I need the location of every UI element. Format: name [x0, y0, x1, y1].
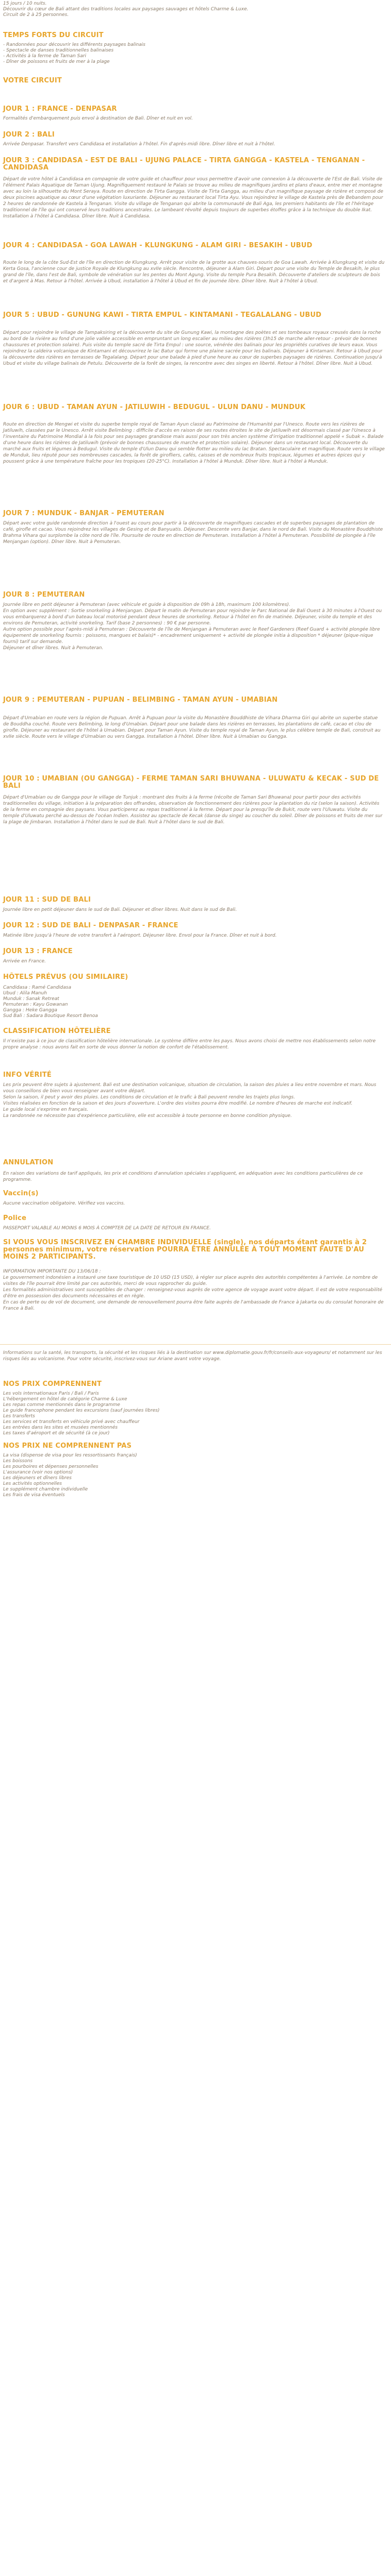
jour-13-text: Arrivée en France.	[3, 959, 46, 964]
heading-jour-3: JOUR 3 : CANDIDASA - EST DE BALI - UJUNG PALACE - TIRTA GANGGA - KASTELA - TENGANAN - CANDIDASA	[3, 157, 365, 172]
jour-4-text: Route le long de la côte Sud-Est de l'île en direction de Klungkung. Arrêt pour visite de la grotte aux chauves-souris de Goa Lawah. Arrivée à Klungkung et visite du Kerta Gosa, l'ancienne cour de justice Royale de Klungkung au xvIIe siècle. Rencontre, déjeuner à Alam Giri. Départ pour une visite du Temple de Besakih, le plus grand de l'île, dans l'est de Bali, symbole de vénération sur les pentes du Mont Agung. Visite du temple Pura Besakih. Découverte d'ateliers de sculpteurs de bois et d'argent à Mas. Retour à l'hôtel. Arrivée à Ubud, installation à l'hôtel à Ubud et fin de journée libre. Dîner libre. Nuit à l'hôtel à Ubud.	[3, 260, 385, 284]
heading-jour-10: JOUR 10 : UMABIAN (OU GANGGA) - FERME TAMAN SARI BHUWANA - ULUWATU & KECAK - SUD DE BALI	[3, 775, 379, 790]
prix-ne-comprennent-text: La visa (dispense de visa pour les ressortissants français) Les boissons Les pourboires et dépenses personnelles L'assurance (voir nos options) Les déjeuners et dîners libres Les activités optionnelles Le supplément chambre individuelle Les frais de visa éventuels	[3, 1453, 137, 1498]
temps-forts-text: - Randonnées pour découvrir les différents paysages balinais - Spectacle de danses traditionnelles balinaises - Activités à la ferme de Taman Sari - Dîner de poissons et fruits de mer à la plage	[3, 42, 145, 64]
heading-banner: SI VOUS VOUS INSCRIVEZ EN CHAMBRE INDIVIDUELLE (single), nos départs étant garantis à 2 personnes minimum, votre réservation POURRA ÊTRE ANNULÉE À TOUT MOMENT FAUTE D'AU MOINS 2 PARTICIPANTS.	[3, 1239, 367, 1261]
jour-11-text: Journée libre en petit déjeuner dans le sud de Bali. Déjeuner et dîner libres. Nuit dans le sud de Bali.	[3, 907, 237, 912]
heading-annulation: ANNULATION	[3, 1159, 54, 1166]
jour-5-text: Départ pour rejoindre le village de Tampaksiring et la découverte du site de Gunung Kawi, la montagne des poètes et ses tombeaux royaux creusés dans la roche au bord de la rivière au fond d'une jolie vallée accessible en empruntant un long escalier au milieu des rizières (3h15 de marche aller-retour - prévoir de bonnes chaussures et protection solaire). Puis visite du temple sacré de Tirta Empul : une source, vénérée des balinais pour les propriétés curatives de leurs eaux. Vous rejoindrez la caldeira volcanique de Kintamani et découvrirez le lac Batur qui forme une plaine sacrée pour les balinais. Déjeuner à Kintamani. Retour à Ubud pour la découverte des rizières en terrasses de Tegalalang. Départ pour une balade à pied d'une heure au cœur de superbes paysages de rizières. Continuation jusqu'à Ubud et visite du village balinais de Petulu. Découverte de la forêt de singes, la rencontre avec des singes en liberté. Retour à l'hôtel. Dîner libre. Nuit à Ubud.	[3, 330, 383, 366]
heading-jour-11: JOUR 11 : SUD DE BALI	[3, 896, 91, 904]
heading-prix-comprennent: NOS PRIX COMPRENNENT	[3, 1380, 102, 1388]
divider-line	[0, 1344, 391, 1345]
heading-info: INFO VÉRITÉ	[3, 1071, 52, 1079]
jour-3-text: Départ de votre hôtel à Candidasa en compagnie de votre guide et chauffeur pour vous permettre d'avoir une connexion à la découverte de l'Est de Bali. Visite de l'élément Palais Aquatique de Taman Ujung. Magnifiquement restauré le Palais se trouve au milieu de magnifiques jardins et plans d'eaux, entre mer et montagne avec au loin la silhouette du Mont Seraya. Route en direction de Tirta Gangga. Visite de Tirta Gangga, au milieu d'un magnifique paysage de rizière et composé de deux piscines aquatique au cœur d'une végétation luxuriante. Déjeuner au restaurant local Tirta Ayu. Vous rejoindrez le village de Kastela près de Bebandem pour 2 heures de randonnée de Kastela à Tenganan. Visite du village de Tenganan qui abrite la communauté de Bali Aga, les premiers habitants de l'île et l'héritage traditionnel de l'île qui ont conservé leurs traditions ancestrales. Le lambeant révolté depuis toujours de superbes étoffes grâce à la technique du double Ikat. Installation à l'hôtel à Candidasa. Dîner libre. Nuit à Candidasa.	[3, 177, 383, 219]
heading-jour-13: JOUR 13 : FRANCE	[3, 947, 73, 955]
jour-7-text: Départ avec votre guide randonnée direction à l'ouest au cours pour partir à la découverte de magnifiques cascades et de superbes paysages de plantation de café, girofle et cacao. Vous rejoindrez les villages de Gesing et de Banyuatis. Déjeuner. Descente vers Banjar, dans le nord de Bali. Visite du Monastère Bouddhiste Brahma Vihara qui surplombe la côte nord de l'île. Poursuite de route en direction de Pemuteran. Installation à l'hôtel à Pemuteran. Possibilité de plongée à l'île Menjangan (option). Dîner libre. Nuit à Pemuteran.	[3, 521, 383, 545]
heading-jour-1: JOUR 1 : FRANCE - DENPASAR	[3, 105, 117, 113]
vaccins-text: Aucune vaccination obligatoire. Vérifiez vos vaccins.	[3, 1201, 125, 1206]
prix-comprennent-text: Les vols internationaux Paris / Bali / Paris L'hébergement en hôtel de catégorie Charme & Luxe Les repas comme mentionnés dans le programme Le guide francophone pendant les excursions (sauf journées libres) Les transferts Les services et transferts en véhicule privé avec chauffeur Les entrées dans les sites et musées mentionnés Les taxes d'aéroport et de sécurité (à ce jour)	[3, 1391, 160, 1436]
formalites-text: INFORMATION IMPORTANTE DU 13/06/18 : Le gouvernement indonésien a instauré une taxe touristique de 10 USD (15 USD), à régler sur place auprès des autorités compétentes à l'arrivée. Le nombre de visites de l'île pourrait être limité par ces autorités, merci de vous rapprocher du guide. Les formalités administratives sont susceptibles de changer : renseignez-vous auprès de votre agence de voyage avant votre départ. Il est de votre responsabilité d'être en possession des documents nécessaires et en règle. En cas de perte ou de vol de document, une demande de renouvellement pourra être faite auprès de l'ambassade de France à Jakarta ou du consulat honoraire de France à Bali.	[3, 1269, 384, 1311]
heading-jour-7: JOUR 7 : MUNDUK - BANJAR - PEMUTERAN	[3, 510, 165, 517]
info-text: Les prix peuvent être sujets à ajustement. Bali est une destination volcanique, situation de circulation, la saison des pluies a lieu entre novembre et mars. Nous vous conseillons de bien vous renseigner avant votre départ. Selon la saison, il peut y avoir des pluies. Les conditions de circulation et le trafic à Bali peuvent rendre les trajets plus longs. Visites réalisées en fonction de la saison et des jours d'ouverture. L'ordre des visites pourra être modifié. Le nombre d'heures de marche est indicatif. Le guide local s'exprime en français. La randonnée ne nécessite pas d'expérience particulière, elle est accessible à toute personne en bonne condition physique.	[3, 1082, 377, 1118]
annulation-text: En raison des variations de tarif appliqués, les prix et conditions d'annulation spéciales s'appliquent, en adéquation avec les conditions particulières de ce programme.	[3, 1171, 363, 1182]
jour-8-text: Journée libre en petit déjeuner à Pemuteran (avec véhicule et guide à disposition de 09h à 18h, maximum 100 kilomètres). En option avec supplément : Sortie snorkeling à Menjangan. Départ le matin de Pemuteran pour rejoindre le Parc National de Bali Ouest à 30 minutes à l'Ouest ou vous embarquerez à bord d'un bateau local motorisé pendant deux heures de snorkeling. Retour à l'hôtel en fin de matinée. Déjeuner, visite du temple et des environs de Pemuteran, activité snorkeling. Tarif (base 2 personnes) : 90 € par personne. Autre option possible pour l'après-midi à Pemuteran : Découverte de l'île de Menjangan à Pemuteran avec le Reef Gardeners (Reef Guard + activité plongée libre équipement de snorkeling fournis : poissons, mangues et balais)* - encadrement uniquement + activité de plongée initia à disposition * déjeuner (pique-nique fourni) tarif sur demande. Déjeuner et dîner libres. Nuit à Pemuteran.	[3, 602, 382, 651]
heading-jour-6: JOUR 6 : UBUD - TAMAN AYUN - JATILUWIH - BEDUGUL - ULUN DANU - MUNDUK	[3, 403, 306, 411]
heading-hotels: HÔTELS PRÉVUS (OU SIMILAIRE)	[3, 973, 128, 981]
jour-12-text: Matinée libre jusqu'à l'heure de votre transfert à l'aéroport. Déjeuner libre. Envol pour la France. Dîner et nuit à bord.	[3, 933, 277, 938]
intro-text: 15 jours / 10 nuits. Découvrir du cœur de Bali attant des traditions locales aux paysages sauvages et hôtels Charme & Luxe. Circuit de 2 à 25 personnes.	[3, 1, 249, 18]
heading-police: Police	[3, 1214, 27, 1222]
heading-jour-9: JOUR 9 : PEMUTERAN - PUPUAN - BELIMBING - TAMAN AYUN - UMABIAN	[3, 696, 278, 704]
heading-votre-circuit: VOTRE CIRCUIT	[3, 77, 62, 84]
jour-10-text: Départ d'Umabian ou de Gangga pour le village de Tunjuk : montrant des fruits à la ferme (récolte de Taman Sari Bhuwana) pour partir pour des activités traditionnelles du village, initiation à la préparation des offrandes, observation de fonctionnement des rizières pour la plantation du riz (selon la saison). Activités de la ferme en compagnie des paysans. Vous participerez au repas traditionnel à la ferme. Départ pour la presqu'île de Bukit, route vers l'Uluwatu. Visite du temple d'Uluwatu perché au-dessus de l'océan Indien. Assistez au spectacle de Kecak (danse du singe) au coucher du soleil. Dîner de poissons et fruits de mer sur la plage de Jimbaran. Installation à l'hôtel dans le sud de Bali. Nuit à l'hôtel dans le sud de Bali.	[3, 795, 383, 825]
heading-prix-ne-comprennent: NOS PRIX NE COMPRENNENT PAS	[3, 1442, 132, 1450]
classification-text: Il n'existe pas à ce jour de classification hôtelière internationale. Le système diffère entre les pays. Nous avons choisi de mettre nos établissements selon notre propre analyse : nous avons fait en sorte de vous donner la notion de confort de l'établissement.	[3, 1039, 376, 1050]
jour-2-text: Arrivée Denpasar. Transfert vers Candidasa et installation à l'hôtel. Fin d'après-midi libre. Dîner libre et nuit à l'hôtel.	[3, 142, 275, 147]
heading-vaccins: Vaccin(s)	[3, 1190, 39, 1197]
hotels-text: Candidasa : Ramé Candidasa Ubud : Alila Manuh Munduk : Sanak Retreat Pemuteran : Kayu Gowanan Gangga : Heke Gangga Sud Bali : Sadara Boutique Resort Benoa	[3, 985, 98, 1019]
heading-jour-4: JOUR 4 : CANDIDASA - GOA LAWAH - KLUNGKUNG - ALAM GIRI - BESAKIH - UBUD	[3, 242, 313, 249]
heading-jour-8: JOUR 8 : PEMUTERAN	[3, 591, 85, 599]
formalites-note-text: Informations sur la santé, les transports, la sécurité et les risques liés à la destination sur www.diplomatie.gouv.fr/fr/conseils-aux-voyageurs/ et notamment sur les risques liés au volcanisme. Pour votre sécurité, inscrivez-vous sur Ariane avant votre voyage.	[3, 1350, 382, 1362]
jour-9-text: Départ d'Umabian en route vers la région de Pupuan. Arrêt à Pupuan pour la visite du Monastère Bouddhiste de Vihara Dharma Giri qui abrite un superbe statue de Bouddha couché. Route vers Belimbing, le long d'Umabian. Départ pour une balade dans les rizières en terrasses, les plantations de café, cacao et clou de girofle. Déjeuner au restaurant de l'hôtel à Umabian. Départ pour Taman Ayun. Visite du temple royal de Taman Ayun, le plus célèbre temple de Bali, construit au xvIIe siècle. Route vers le village d'Umabian ou vers Gangga. Installation à l'hôtel. Dîner libre. Nuit à Umabian ou Gangga.	[3, 716, 381, 739]
police-text: PASSEPORT VALABLE AU MOINS 6 MOIS À COMPTER DE LA DATE DE RETOUR EN FRANCE.	[3, 1226, 211, 1231]
heading-jour-5: JOUR 5 : UBUD - GUNUNG KAWI - TIRTA EMPUL - KINTAMANI - TEGALALANG - UBUD	[3, 311, 322, 319]
heading-classification: CLASSIFICATION HÔTELIÈRE	[3, 1027, 111, 1035]
heading-jour-2: JOUR 2 : BALI	[3, 131, 55, 139]
heading-jour-12: JOUR 12 : SUD DE BALI - DENPASAR - FRANCE	[3, 922, 178, 929]
heading-temps-forts: TEMPS FORTS DU CIRCUIT	[3, 31, 104, 39]
jour-6-text: Route en direction de Mengwi et visite du superbe temple royal de Taman Ayun classé au Patrimoine de l'Humanité par l'Unesco. Route vers les rizières de Jatiluwih, classées par le Unesco. Arrêt visite Belimbing : difficile d'accès en raison de ses routes étroites le site de Jatiluwih est désormais classé par l'Unesco à l'inventaire du Patrimoine Mondial à la fois pour ses paysages grandiose mais aussi pour son très ancien système d'irrigation traditionnel appelé « Subak ». Balade d'une heure dans les rizières de Jatiluwih (prévoir de bonnes chaussures de marche et protection solaire). Déjeuner dans un restaurant local. Découverte du marché aux fruits et légumes à Bedugul. Visite du temple d'Ulun Danu qui semble flotter au milieu du lac Bratan. Spectaculaire et magnifique. Route vers le village de Munduk, lieu réputé pour ses nombreuses cascades, la forêt de girofliers, cafés, caisses et de nombreux fruits tropicaux, légumes et autres épices qui y poussent grâce à une température fraîche pour les tropiques (20-25°C). Installation à l'hôtel à Munduk. Dîner libre. Nuit à l'hôtel à Munduk.	[3, 422, 385, 464]
jour-1-text: Formalités d'embarquement puis envol à destination de Bali. Dîner et nuit en vol.	[3, 116, 193, 121]
